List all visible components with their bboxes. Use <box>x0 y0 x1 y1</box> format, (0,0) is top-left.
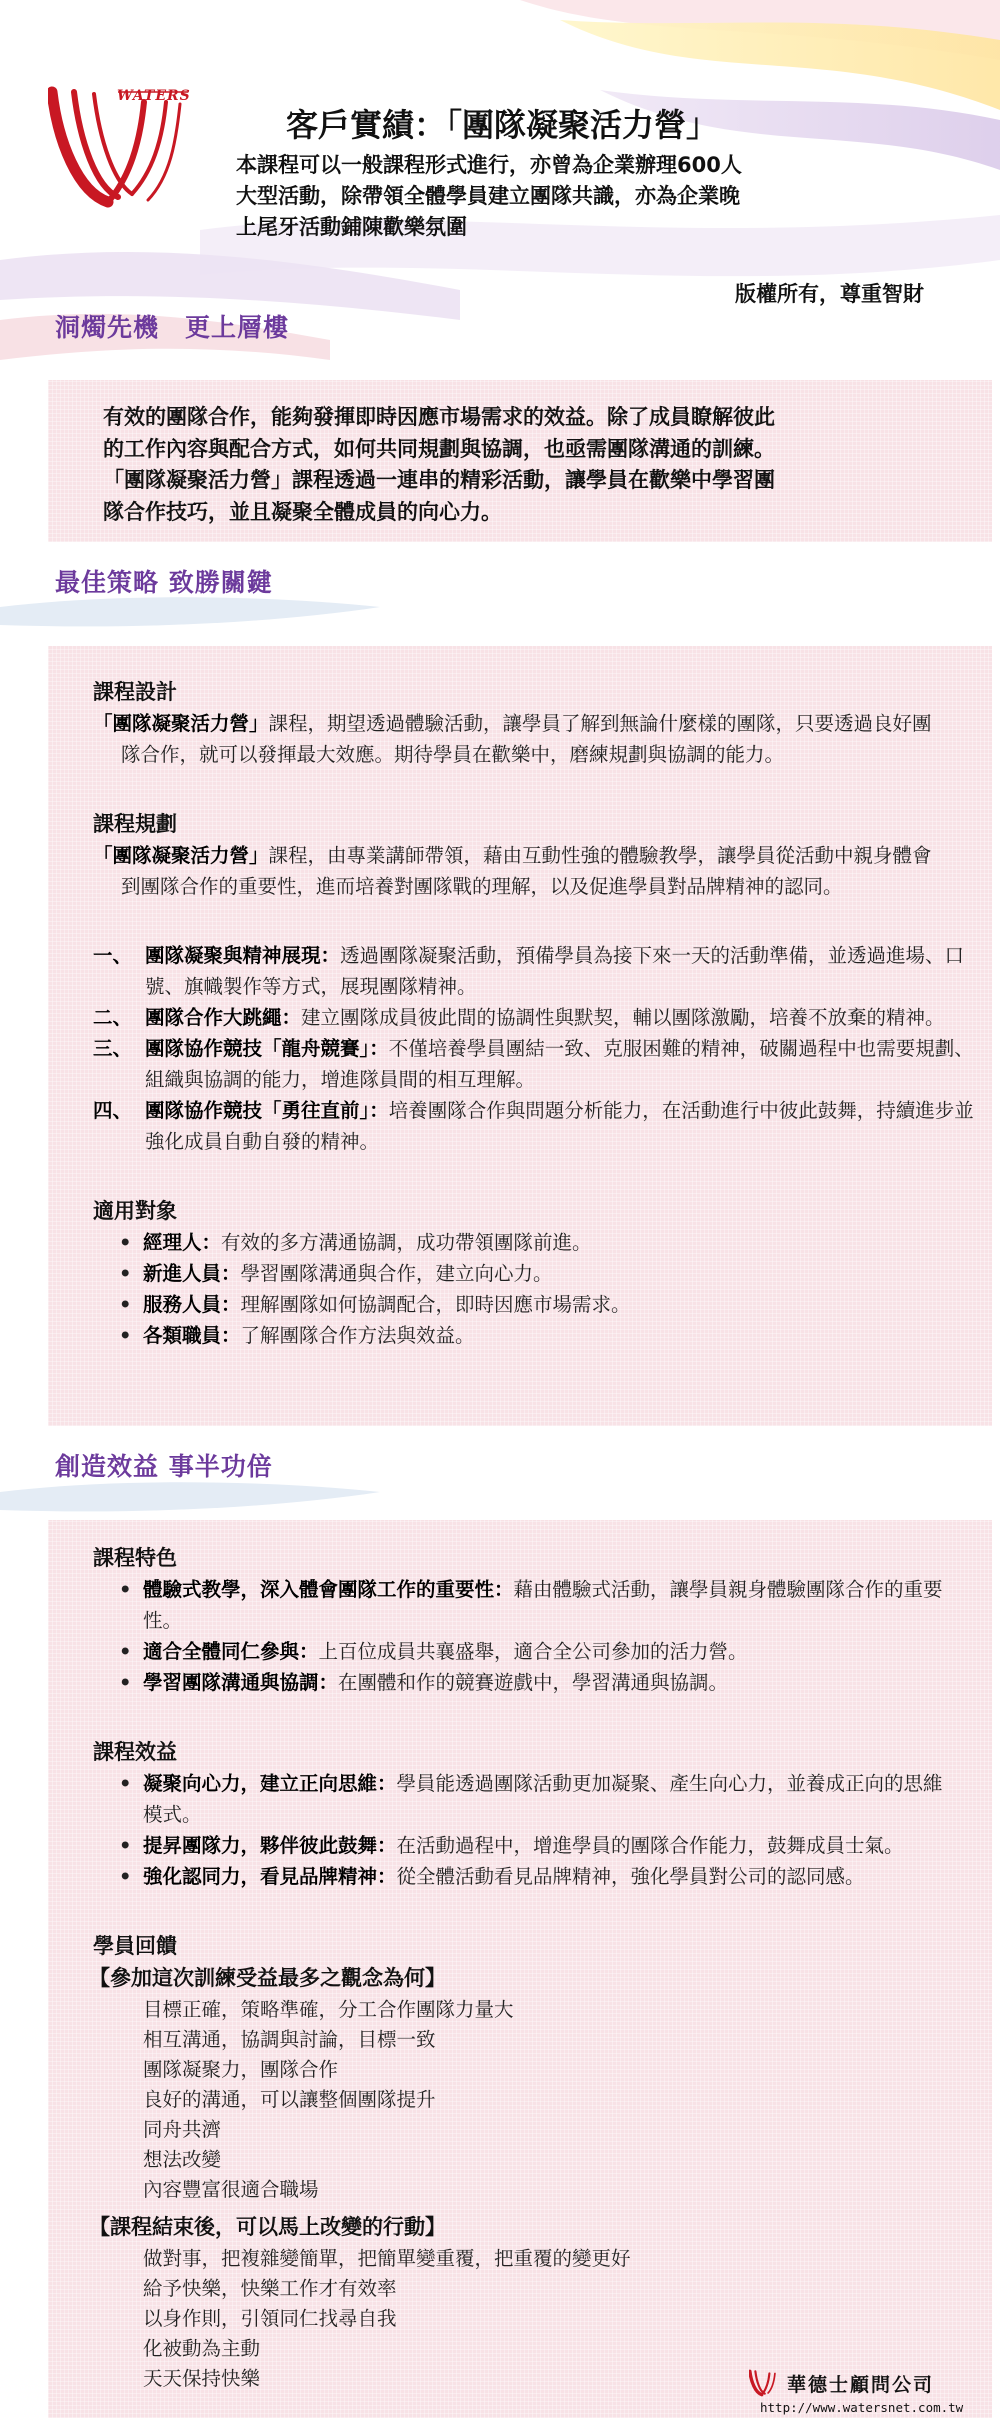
feature-item: • 體驗式教學，深入體會團隊工作的重要性：藉由體驗式活動，讓學員親身體驗團隊合作的重要性。 <box>119 1578 943 1632</box>
feedback-answer: 內容豐富很適合職場 <box>143 2178 319 2201</box>
feedback-answer: 以身作則，引領同仁找尋自我 <box>143 2307 397 2330</box>
feedback-answer: 團隊凝聚力，團隊合作 <box>143 2058 339 2081</box>
feedback-answer: 同舟共濟 <box>143 2118 222 2141</box>
intro-line: 隊合作技巧，並且凝聚全體成員的向心力。 <box>103 499 502 524</box>
feedback-answers-1 <box>93 1995 992 2205</box>
section-heading-intro: 洞燭先機 更上層樓 <box>55 313 290 342</box>
effect-item: • 提昇團隊力，夥伴彼此鼓舞：在活動過程中，增進學員的團隊合作能力，鼓舞成員士氣。 <box>119 1834 904 1857</box>
feedback-question-1: 【參加這次訓練受益最多之觀念為何】 <box>89 1966 446 1990</box>
effects-list <box>93 1768 992 1892</box>
feedback-answer: 給予快樂，快樂工作才有效率 <box>143 2277 397 2300</box>
audience-item: • 服務人員：理解團隊如何協調配合，即時因應市場需求。 <box>119 1293 631 1316</box>
intro-line: 「團隊凝聚活力營」課程透過一連串的精彩活動，讓學員在歡樂中學習團 <box>103 468 775 492</box>
benefits-panel <box>48 1520 992 2418</box>
audience-title: 適用對象 <box>93 1199 177 1223</box>
feedback-answer: 目標正確，策略準確，分工合作團隊力量大 <box>143 1998 514 2021</box>
feature-item: • 學習團隊溝通與協調：在團體和作的競賽遊戲中，學習溝通與協調。 <box>119 1671 729 1694</box>
feedback-title: 學員回饋 <box>93 1934 177 1958</box>
feedback-answer: 相互溝通，協調與討論，目標一致 <box>143 2028 436 2051</box>
activity-steps-list <box>93 940 992 1157</box>
section-heading-benefits: 創造效益 事半功倍 <box>55 1452 273 1481</box>
feedback-answer: 天天保持快樂 <box>143 2367 261 2390</box>
footer-company-name: 華德士顧問公司 <box>787 2373 935 2396</box>
feedback-question-2: 【課程結束後，可以馬上改變的行動】 <box>89 2215 446 2239</box>
audience-list <box>93 1227 992 1351</box>
effect-item: • 凝聚向心力，建立正向思維：學員能透過團隊活動更加凝聚、產生向心力，並養成正向的思維模式。 <box>119 1772 943 1826</box>
feedback-answer: 化被動為主動 <box>143 2337 261 2360</box>
feedback-answer: 做對事，把複雜變簡單，把簡單變重覆，把重覆的變更好 <box>143 2247 631 2270</box>
logo-wordmark: WATERS <box>117 88 191 104</box>
feedback-answer: 良好的溝通，可以讓整個團隊提升 <box>143 2088 436 2111</box>
header-description <box>236 150 876 243</box>
course-design-text: 「團隊凝聚活力營」課程，期望透過體驗活動，讓學員了解到無論什麼樣的團隊，只要透過良好團隊合作，就可以發揮最大效應。期待學員在歡樂中，磨練規劃與協調的能力。 <box>93 712 932 766</box>
footer-logo-icon <box>749 2368 783 2398</box>
intro-panel <box>48 380 992 542</box>
audience-item: • 經理人：有效的多方溝通協調，成功帶領團隊前進。 <box>119 1231 592 1254</box>
activity-step: 三、 團隊協作競技「龍舟競賽」：不僅培養學員團結一致、克服困難的精神，破關過程中也需要規劃、組織與協調的能力，增進隊員間的相互理解。 <box>93 1037 974 1091</box>
footer-brand <box>749 2368 934 2398</box>
copyright-notice: 版權所有，尊重智財 <box>735 282 924 306</box>
audience-item: • 各類職員：了解團隊合作方法與效益。 <box>119 1324 475 1347</box>
course-planning-text: 「團隊凝聚活力營」課程，由專業講師帶領，藉由互動性強的體驗教學，讓學員從活動中親身體會到團隊合作的重要性，進而培養對團隊戰的理解，以及促進學員對品牌精神的認同。 <box>93 844 932 898</box>
activity-step: 四、 團隊協作競技「勇往直前」：培養團隊合作與問題分析能力，在活動進行中彼此鼓舞，持續進步並強化成員自動自發的精神。 <box>93 1099 974 1153</box>
intro-line: 有效的團隊合作，能夠發揮即時因應市場需求的效益。除了成員瞭解彼此 <box>103 405 775 429</box>
features-title: 課程特色 <box>93 1546 177 1570</box>
header-description-line: 上尾牙活動鋪陳歡樂氛圍 <box>236 215 467 239</box>
features-list <box>93 1574 992 1698</box>
feature-item: • 適合全體同仁參與：上百位成員共襄盛舉，適合全公司參加的活力營。 <box>119 1640 748 1663</box>
footer-website-url[interactable]: http://www.watersnet.com.tw <box>760 2400 964 2415</box>
intro-line: 的工作內容與配合方式，如何共同規劃與協調，也亟需團隊溝通的訓練。 <box>103 436 775 461</box>
activity-step: 二、 團隊合作大跳繩：建立團隊成員彼此間的協調性與默契，輔以團隊激勵，培養不放棄的精神。 <box>93 1006 945 1029</box>
page-title: 客戶實績：「團隊凝聚活力營」 <box>286 106 719 144</box>
activity-step: 一、 團隊凝聚與精神展現：透過團隊凝聚活動，預備學員為接下來一天的活動準備，並透過進場、口號、旗幟製作等方式，展現團隊精神。 <box>93 944 965 998</box>
course-design-title: 課程設計 <box>93 680 177 704</box>
effects-title: 課程效益 <box>93 1740 177 1764</box>
audience-item: • 新進人員：學習團隊溝通與合作，建立向心力。 <box>119 1262 553 1285</box>
course-planning-title: 課程規劃 <box>93 812 177 836</box>
header-description-line: 大型活動，除帶領全體學員建立團隊共識，亦為企業晚 <box>236 184 740 208</box>
effect-item: • 強化認同力，看見品牌精神：從全體活動看見品牌精神，強化學員對公司的認同感。 <box>119 1865 865 1888</box>
section-heading-strategy: 最佳策略 致勝關鍵 <box>55 568 273 597</box>
feedback-answer: 想法改變 <box>143 2148 222 2171</box>
strategy-panel <box>48 646 992 1426</box>
header-description-line: 本課程可以一般課程形式進行，亦曾為企業辦理600人 <box>236 153 742 177</box>
